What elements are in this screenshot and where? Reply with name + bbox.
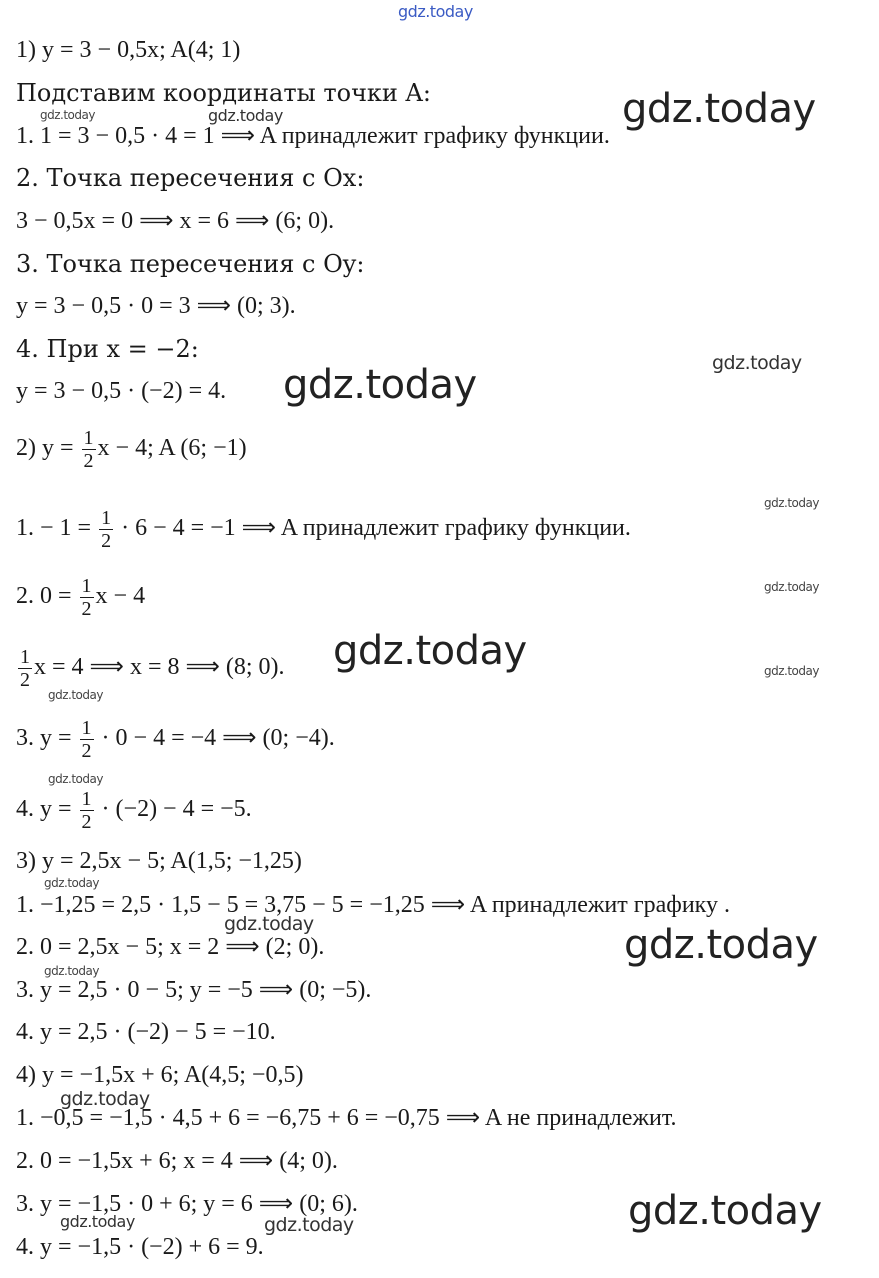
watermark: gdz.today [60,1088,150,1110]
watermark: gdz.today [44,876,99,890]
solution-line: Подставим координаты точки A: [16,79,431,107]
solution-line: 1. − 1 = $\frac{1}{2}$ · 6 − 4 = −1 ⟹ A принадлежит графику функции. [16,507,631,552]
watermark: gdz.today [48,772,103,786]
solution-line: 1) y = 3 − 0,5x; A(4; 1) [16,37,241,63]
solution-line: 2. Точка пересечения с Ox: [16,164,365,192]
solution-line: 2) y = $\frac{1}{2}$ x − 4; A (6; −1) [16,427,247,472]
watermark: gdz.today [208,106,283,125]
solution-line: 2. 0 = $\frac{1}{2}$ x − 4 [16,575,146,620]
watermark: gdz.today [712,352,802,374]
watermark: gdz.today [283,362,477,408]
watermark: gdz.today [264,1214,354,1236]
fraction: $\frac{1}{2}$ [81,575,92,620]
solution-line: 3. y = 2,5 · 0 − 5; y = −5 ⟹ (0; −5). [16,977,372,1003]
watermark-top: gdz.today [398,2,473,21]
fraction: $\frac{1}{2}$ [20,646,30,691]
solution-line: 4. y = −1,5 · (−2) + 6 = 9. [16,1234,264,1260]
watermark: gdz.today [48,688,103,702]
watermark: gdz.today [764,496,819,510]
solution-line: y = 3 − 0,5 · 0 = 3 ⟹ (0; 3). [16,293,296,319]
solution-line: 1. 1 = 3 − 0,5 · 4 = 1 ⟹ A принадлежит графику функции. [16,123,610,149]
solution-line: 3. y = −1,5 · 0 + 6; y = 6 ⟹ (0; 6). [16,1191,358,1217]
solution-line: y = 3 − 0,5 · (−2) = 4. [16,378,227,404]
solution-line: 2. 0 = −1,5x + 6; x = 4 ⟹ (4; 0). [16,1148,338,1174]
solution-line: 4. При x = −2: [16,335,199,363]
watermark: gdz.today [60,1212,135,1231]
solution-line: 3. y = $\frac{1}{2}$ · 0 − 4 = −4 ⟹ (0; −4). [16,717,335,762]
solution-line: 4) y = −1,5x + 6; A(4,5; −0,5) [16,1062,304,1088]
solution-line: 1. −0,5 = −1,5 · 4,5 + 6 = −6,75 + 6 = −0,75 ⟹ A не принадлежит. [16,1105,677,1131]
watermark: gdz.today [44,964,99,978]
solution-line: 3. Точка пересечения с Oy: [16,250,365,278]
solution-line: 3 − 0,5x = 0 ⟹ x = 6 ⟹ (6; 0). [16,208,335,234]
fraction: $\frac{1}{2}$ [81,788,92,833]
solution-line: 4. y = $\frac{1}{2}$ · (−2) − 4 = −5. [16,788,252,833]
solution-line: 2. 0 = 2,5x − 5; x = 2 ⟹ (2; 0). [16,934,325,960]
solution-line: $\frac{1}{2}$ x = 4 ⟹ x = 8 ⟹ (8; 0). [20,646,285,691]
watermark: gdz.today [764,580,819,594]
fraction: $\frac{1}{2}$ [101,507,112,552]
watermark: gdz.today [224,913,314,935]
solution-line: 1. −1,25 = 2,5 · 1,5 − 5 = 3,75 − 5 = −1,25 ⟹ A принадлежит графику . [16,892,730,918]
watermark: gdz.today [622,86,816,132]
solution-line: 3) y = 2,5x − 5; A(1,5; −1,25) [16,848,302,874]
solution-line: 4. y = 2,5 · (−2) − 5 = −10. [16,1019,276,1045]
watermark: gdz.today [764,664,819,678]
fraction: $\frac{1}{2}$ [81,717,92,762]
watermark: gdz.today [333,628,527,674]
watermark: gdz.today [624,922,818,968]
watermark: gdz.today [628,1188,822,1234]
watermark: gdz.today [40,108,95,122]
fraction: $\frac{1}{2}$ [83,427,94,472]
